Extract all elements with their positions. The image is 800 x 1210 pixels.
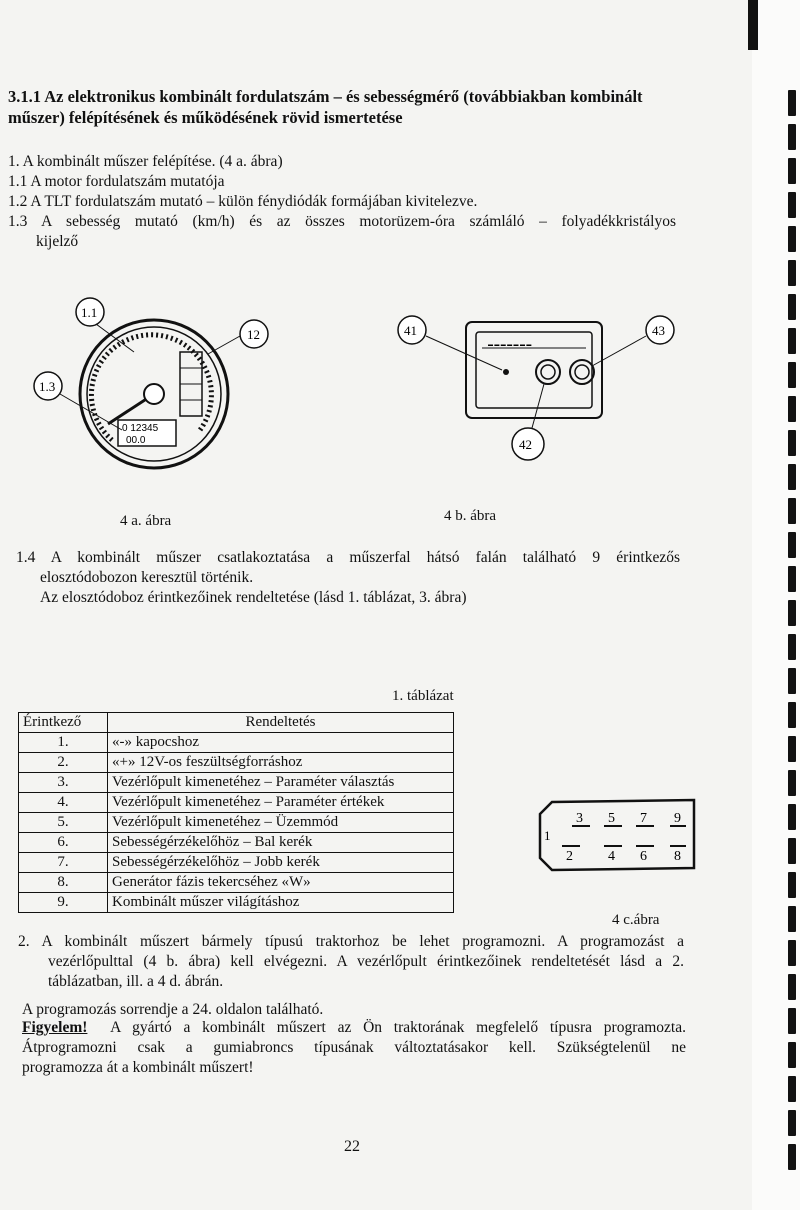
binding-hole — [788, 1008, 796, 1034]
binding-holes — [788, 90, 796, 1180]
paragraph-line: vezérlőpulttal (4 b. ábra) kell elvégezni. A vezérlőpult érintkezőinek rendeltetését lásd a 2. — [48, 953, 684, 970]
item-list — [8, 152, 676, 252]
table-row — [19, 873, 454, 893]
pin-label: 6 — [640, 849, 647, 864]
table-cell: Sebességérzékelőhöz – Bal kerék — [108, 833, 454, 853]
figure-4b-caption: 4 b. ábra — [444, 508, 497, 524]
pin-label: 1 — [544, 828, 551, 843]
binding-hole — [788, 1076, 796, 1102]
odometer-display: 0 12345 — [122, 423, 159, 434]
table-row — [19, 733, 454, 753]
svg-text:▬ ▬ ▬ ▬ ▬ ▬ ▬: ▬ ▬ ▬ ▬ ▬ ▬ ▬ — [488, 342, 532, 348]
table-cell: 5. — [19, 813, 108, 833]
table-cell: «-» kapocshoz — [108, 733, 454, 753]
item-line: kijelző — [36, 233, 79, 250]
label-43: 43 — [652, 323, 665, 338]
binding-hole — [788, 430, 796, 456]
binding-hole — [788, 260, 796, 286]
binding-hole — [788, 1042, 796, 1068]
warning-paragraph — [22, 1018, 686, 1078]
table-row — [19, 833, 454, 853]
binding-hole — [788, 668, 796, 694]
table-caption: 1. táblázat — [392, 688, 454, 704]
binding-hole — [788, 838, 796, 864]
binding-hole — [788, 124, 796, 150]
label-12: 12 — [247, 327, 260, 342]
table-header: Érintkező — [19, 713, 108, 733]
table-cell: Sebességérzékelőhöz – Jobb kerék — [108, 853, 454, 873]
binding-hole — [788, 702, 796, 728]
sequence-note: A programozás sorrendje a 24. oldalon található. — [22, 1001, 324, 1018]
paragraph-line: Az elosztódoboz érintkezőinek rendeltetése (lásd 1. táblázat, 3. ábra) — [40, 589, 467, 606]
binding-hole — [788, 906, 796, 932]
binding-hole — [788, 736, 796, 762]
table-header-row — [19, 713, 454, 733]
item-line: 1.2 A TLT fordulatszám mutató – külön fénydiódák formájában kivitelezve. — [8, 193, 478, 210]
label-1-1: 1.1 — [81, 305, 98, 320]
table-row — [19, 853, 454, 873]
binding-hole — [788, 328, 796, 354]
binding-hole — [788, 226, 796, 252]
table-row — [19, 793, 454, 813]
pin-label: 7 — [640, 811, 647, 826]
table-row — [19, 813, 454, 833]
table-cell: «+» 12V-os feszültségforráshoz — [108, 753, 454, 773]
binding-hole — [788, 464, 796, 490]
figure-4c-connector — [536, 796, 700, 880]
pin-label: 9 — [674, 811, 681, 826]
table-cell: 3. — [19, 773, 108, 793]
figure-4b-control-panel — [388, 306, 694, 474]
figure-4c-caption: 4 c.ábra — [612, 912, 660, 928]
paragraph-line: 1.4 A kombinált műszer csatlakoztatása a műszerfal hátsó falán található 9 érintkezős — [16, 549, 680, 566]
binding-hole — [788, 872, 796, 898]
binding-hole — [788, 396, 796, 422]
pin-label: 2 — [566, 849, 573, 864]
item-line: 1.3 A sebesség mutató (km/h) és az összes motorüzem-óra számláló – folyadékkristályos — [8, 213, 676, 230]
table-cell: 4. — [19, 793, 108, 813]
table-row — [19, 773, 454, 793]
warning-line: programozza át a kombinált műszert! — [22, 1059, 254, 1076]
binding-hole — [788, 1110, 796, 1136]
figure-4a-caption: 4 a. ábra — [120, 513, 172, 529]
binding-hole — [788, 634, 796, 660]
table-row — [19, 753, 454, 773]
binding-hole — [788, 974, 796, 1000]
label-41: 41 — [404, 323, 417, 338]
warning-line: Átprogramozni csak a gumiabroncs típusának változtatásakor kell. Szükségtelenül ne — [22, 1039, 686, 1056]
paragraph-1-4 — [16, 548, 680, 608]
table-cell: 7. — [19, 853, 108, 873]
binding-hole — [788, 498, 796, 524]
pin-label: 3 — [576, 811, 583, 826]
paragraph-2 — [18, 932, 684, 992]
table-cell: Vezérlőpult kimenetéhez – Paraméter értékek — [108, 793, 454, 813]
item-line: 1. A kombinált műszer felépítése. (4 a. ábra) — [8, 153, 283, 170]
binding-hole — [788, 362, 796, 388]
figure-4a-gauge — [30, 290, 280, 490]
binding-hole — [788, 1144, 796, 1170]
table-row — [19, 893, 454, 913]
item-line: 1.1 A motor fordulatszám mutatója — [8, 173, 225, 190]
table-cell: 8. — [19, 873, 108, 893]
label-1-3: 1.3 — [39, 379, 56, 394]
contacts-table — [18, 712, 454, 913]
table-header: Rendeltetés — [108, 713, 454, 733]
section-heading: 3.1.1 Az elektronikus kombinált fordulatszám – és sebességmérő (továbbiakban kombinált műszer) felépítésének és működésének rövid ismertetése — [8, 87, 643, 127]
warning-line — [22, 1018, 686, 1038]
binding-hole — [788, 158, 796, 184]
binding-hole — [788, 940, 796, 966]
table-cell: Kombinált műszer világításhoz — [108, 893, 454, 913]
binding-hole — [788, 294, 796, 320]
binding-hole — [788, 770, 796, 796]
pin-label: 8 — [674, 849, 681, 864]
table-cell: Generátor fázis tekercséhez «W» — [108, 873, 454, 893]
page-number: 22 — [344, 1138, 360, 1155]
table-cell: Vezérlőpult kimenetéhez – Üzemmód — [108, 813, 454, 833]
table-cell: Vezérlőpult kimenetéhez – Paraméter választás — [108, 773, 454, 793]
table-cell: 1. — [19, 733, 108, 753]
binding-hole — [788, 90, 796, 116]
warning-label: Figyelem! — [22, 1019, 88, 1036]
binding-hole — [788, 804, 796, 830]
binding-hole — [788, 600, 796, 626]
trip-display: 00.0 — [126, 435, 146, 446]
paragraph-line: elosztódobozon keresztül történik. — [40, 569, 254, 586]
paragraph-line: táblázatban, ill. a 4 d. ábrán. — [48, 973, 224, 990]
paragraph-line: 2. A kombinált műszert bármely típusú traktorhoz be lehet programozni. A programozást a — [18, 933, 684, 950]
table-cell: 2. — [19, 753, 108, 773]
binding-hole — [788, 192, 796, 218]
table-cell: 6. — [19, 833, 108, 853]
label-42: 42 — [519, 437, 532, 452]
pin-label: 4 — [608, 849, 615, 864]
pin-label: 5 — [608, 811, 615, 826]
binding-hole — [788, 566, 796, 592]
warning-text: A gyártó a kombinált műszert az Ön traktorának megfelelő típusra programozta. — [110, 1019, 686, 1036]
binding-hole — [788, 532, 796, 558]
table-cell: 9. — [19, 893, 108, 913]
